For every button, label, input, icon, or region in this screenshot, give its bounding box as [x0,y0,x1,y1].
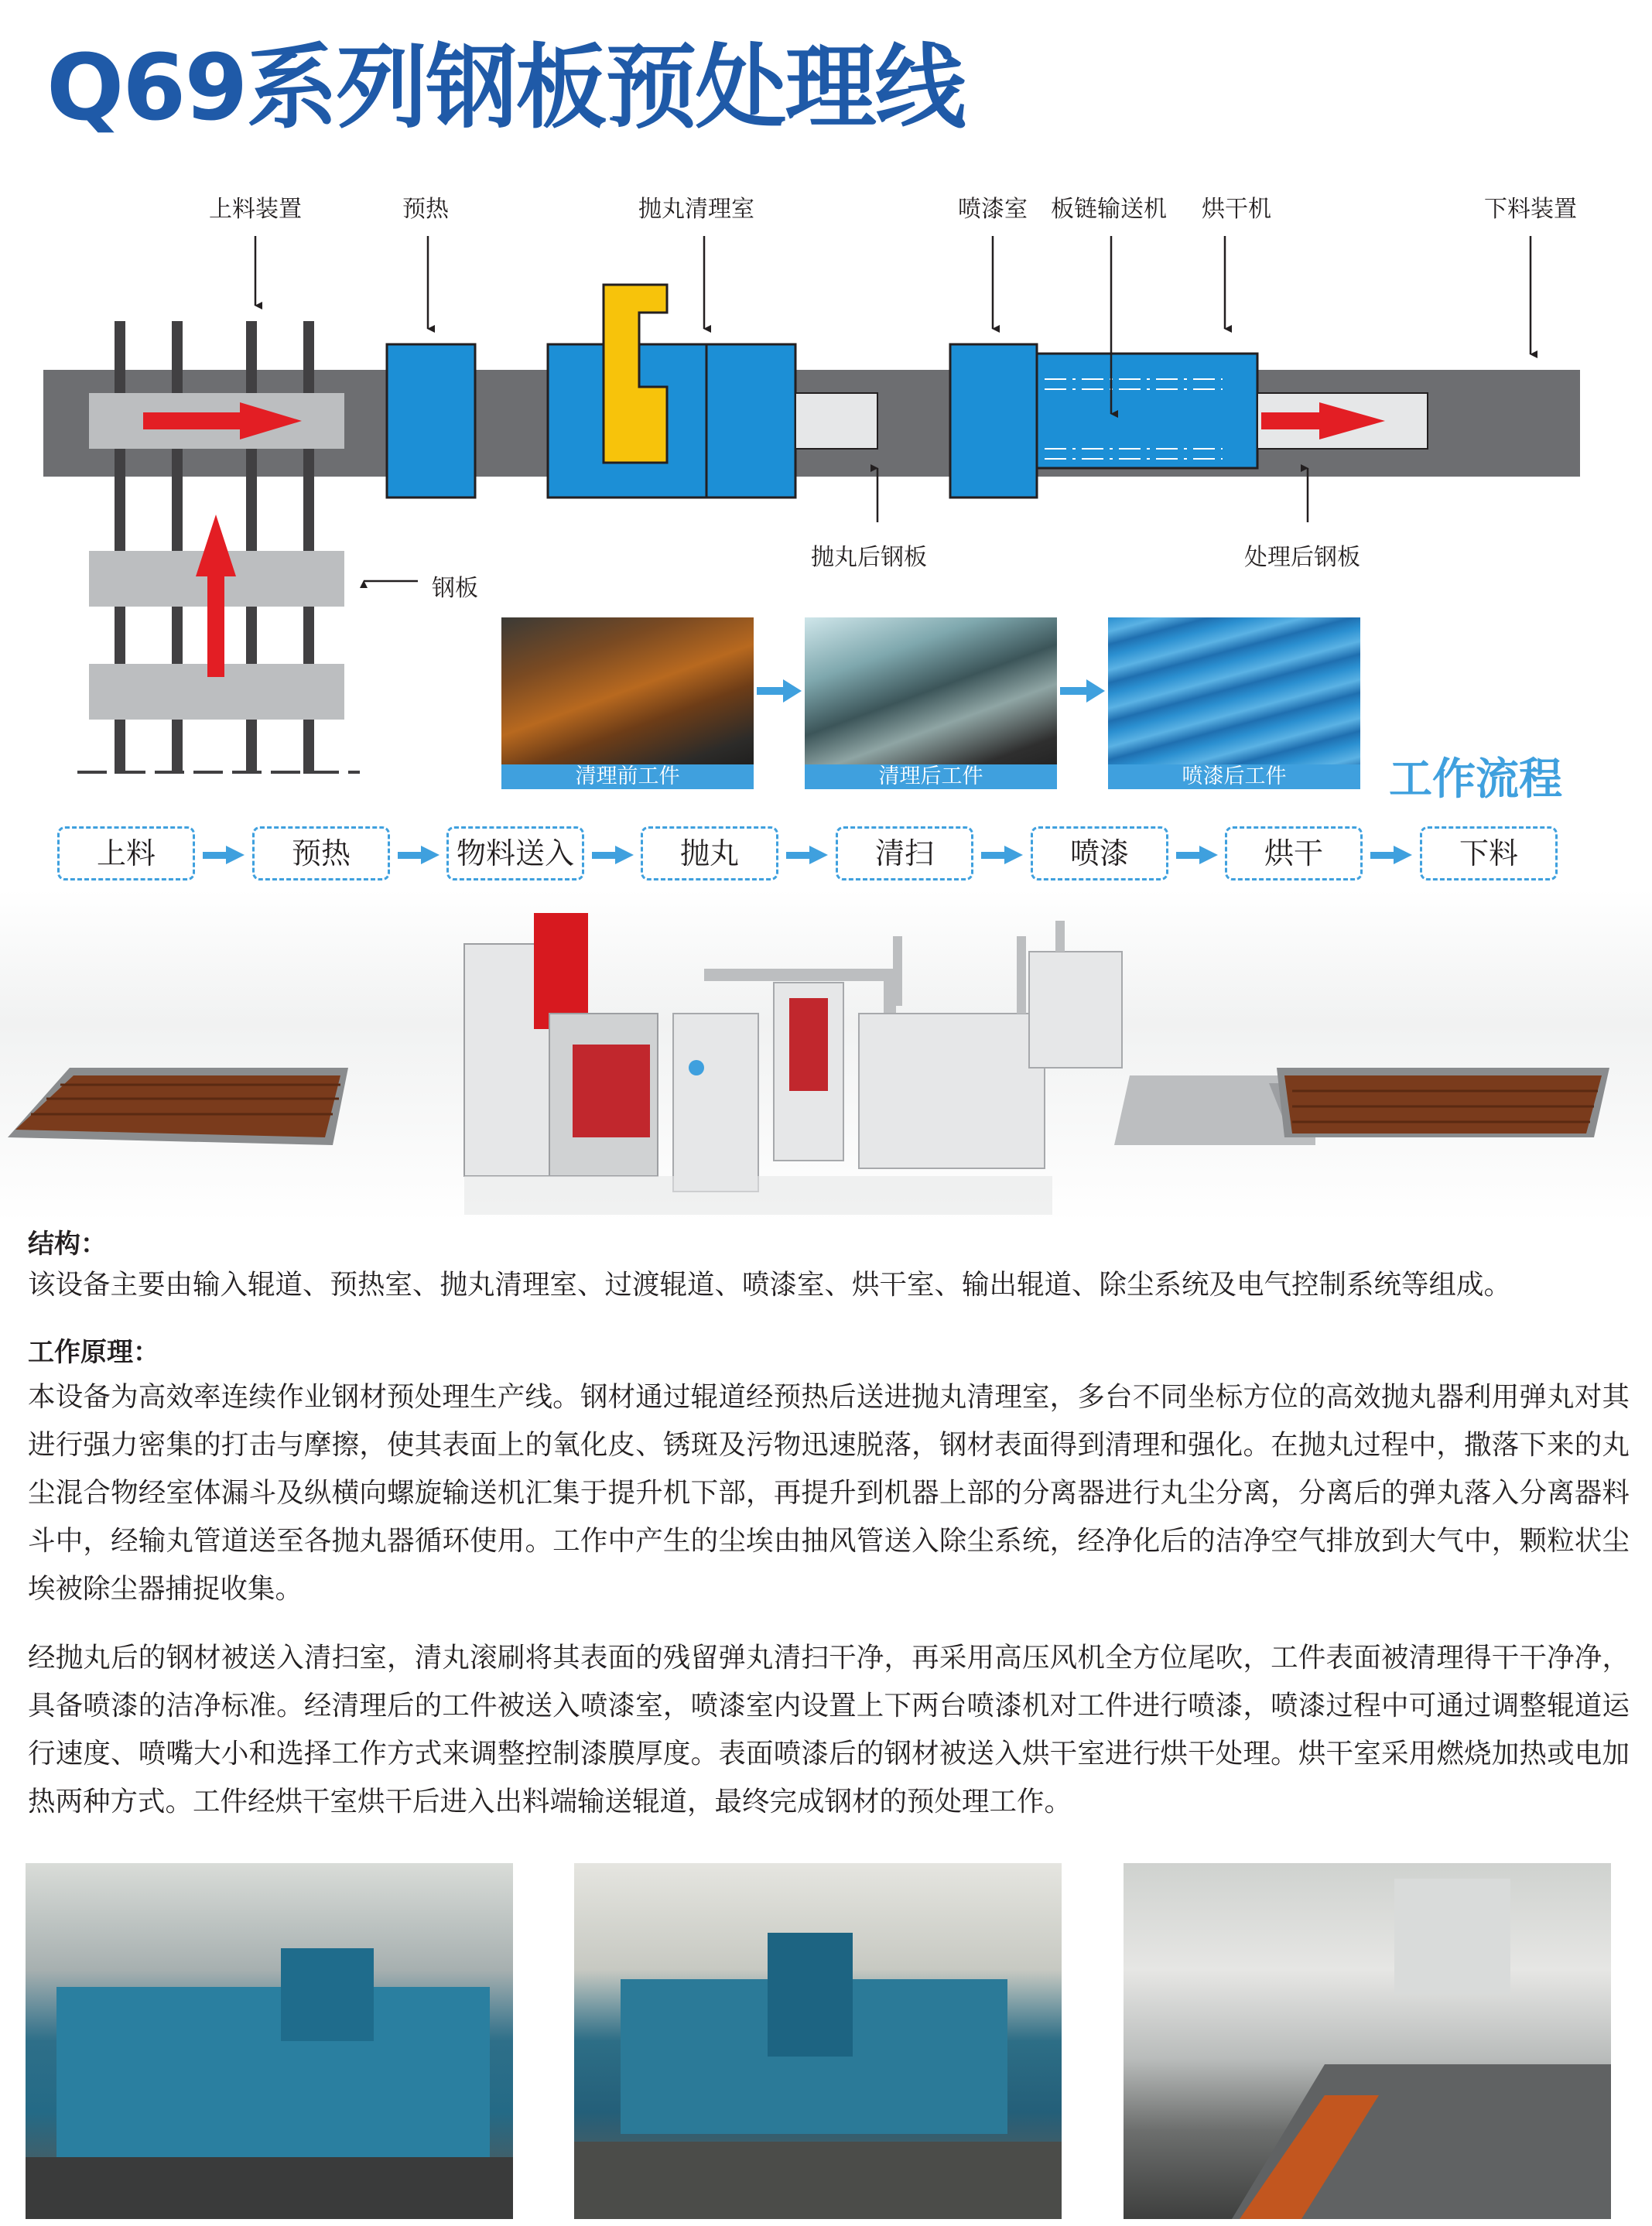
photo-after-painting [1108,617,1360,789]
workflow-step-drying: 烘干 [1225,826,1363,880]
workflow-step-unloading: 下料 [1420,826,1558,880]
factory-photo-3 [1124,1863,1611,2219]
label-preheat: 预热 [402,196,449,223]
arrow-right-icon [1176,845,1219,865]
arrow-right-icon [757,678,803,704]
label-blasted-plate: 抛丸后钢板 [811,544,927,571]
workflow-step-feed-in: 物料送入 [446,826,584,880]
workflow-step-loading: 上料 [57,826,195,880]
label-chain-conveyor: 板链输送机 [1051,196,1167,223]
workflow-step-sweeping: 清扫 [836,826,973,880]
chain-dryer-unit [1037,354,1257,468]
principle-paragraph-2: 经抛丸后的钢材被送入清扫室，清丸滚刷将其表面的残留弹丸清扫干净，再采用高压风机全方位尾吹，工件表面被清理得干干净净，具备喷漆的洁净标准。经清理后的工件被送入喷漆室，喷漆室内设置上下两台喷漆机对工件进行喷漆，喷漆过程中可通过调整辊道运行速度、喷嘴大小和选择工作方式来调整控制漆膜厚度。表面喷漆后的钢材被送入烘干室进行烘干处理。烘干室采用燃烧加热或电加热两种方式。工件经烘干室烘干后进入出料端输送辊道，最终完成钢材的预处理工作。 [28,1642,1630,1817]
preheat-unit [387,344,475,498]
structure-heading: 结构： [28,1229,107,1260]
page-title: Q69系列钢板预处理线 [46,34,965,141]
arrow-right-icon [1370,845,1414,865]
label-steel-plate: 钢板 [432,575,478,602]
workflow-step-painting: 喷漆 [1031,826,1168,880]
label-blast-room: 抛丸清理室 [638,196,754,223]
photo-before-cleaning [501,617,754,789]
factory-photo-1 [26,1863,513,2219]
workflow-title: 工作流程 [1389,754,1562,805]
factory-photo-2 [574,1863,1062,2219]
label-dryer: 烘干机 [1202,196,1271,223]
principle-paragraph-1: 本设备为高效率连续作业钢材预处理生产线。钢材通过辊道经预热后送进抛丸清理室，多台不同坐标方位的高效抛丸器利用弹丸对其进行强力密集的打击与摩擦，使其表面上的氧化皮、锈斑及污物迅速脱落，钢材表面得到清理和强化。在抛丸过程中，撒落下来的丸尘混合物经室体漏斗及纵横向螺旋输送机汇集于提升机下部，再提升到机器上部的分离器进行丸尘分离，分离后的弹丸落入分离器料斗中，经输丸管道送至各抛丸器循环使用。工作中产生的尘埃由抽风管送入除尘系统，经净化后的洁净空气排放到大气中，颗粒状尘埃被除尘器捕捉收集。 [28,1381,1630,1605]
photo-caption: 喷漆后工件 [1108,764,1360,789]
photo-caption: 清理前工件 [501,764,754,789]
paint-room-unit [950,344,1037,498]
workflow-step-preheat: 预热 [252,826,390,880]
arrow-right-icon [786,845,829,865]
blast-room-unit [548,344,795,498]
arrow-right-icon [592,845,635,865]
blasted-plate [795,393,877,449]
arrow-right-icon [398,845,441,865]
workflow-step-blasting: 抛丸 [641,826,778,880]
principle-heading: 工作原理： [28,1337,159,1368]
photo-caption: 清理后工件 [805,764,1057,789]
arrow-right-icon [203,845,246,865]
label-paint-room: 喷漆室 [958,196,1028,223]
label-treated-plate: 处理后钢板 [1244,544,1360,571]
arrow-right-icon [1060,678,1106,704]
production-line-rendering [0,890,1652,1222]
photo-after-cleaning [805,617,1057,789]
label-unloading-device: 下料装置 [1484,196,1577,223]
structure-text: 该设备主要由输入辊道、预热室、抛丸清理室、过渡辊道、喷漆室、烘干室、输出辊道、除尘系统及电气控制系统等组成。 [28,1269,1512,1301]
label-loading-device: 上料装置 [209,196,302,223]
arrow-right-icon [981,845,1024,865]
